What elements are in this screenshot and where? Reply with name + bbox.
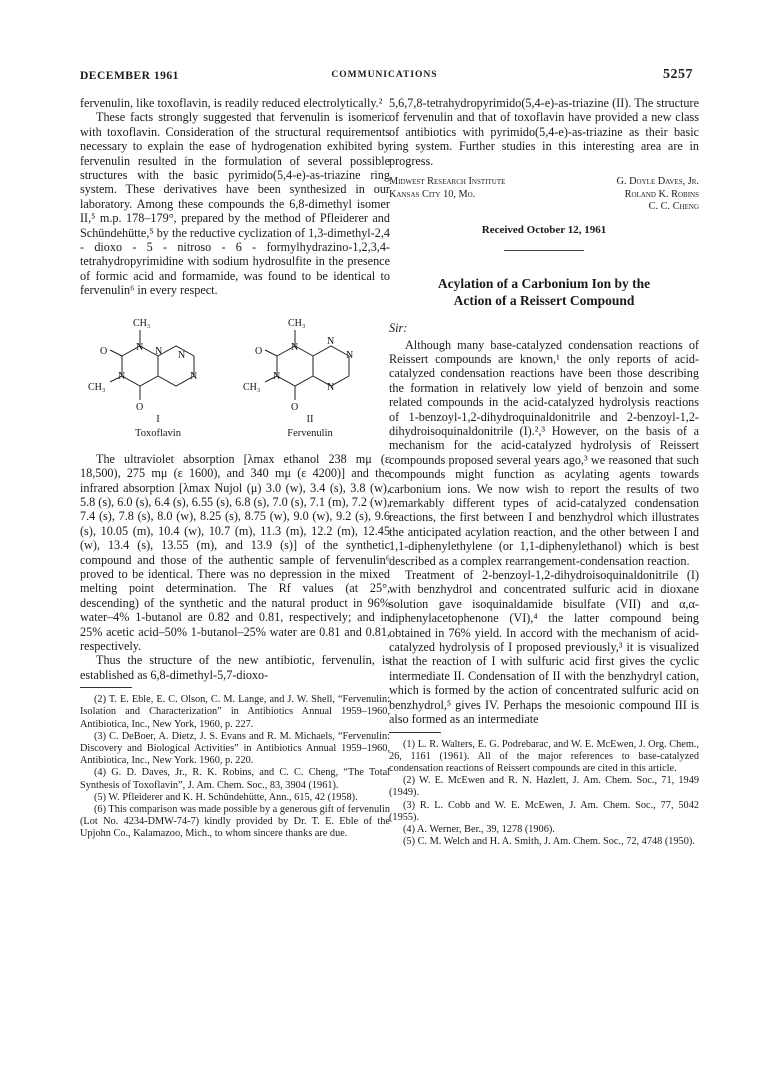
nitrogen-label: N bbox=[291, 341, 299, 353]
footnote: (4) A. Werner, Ber., 39, 1278 (1906). bbox=[403, 823, 555, 835]
paragraph: fervenulin, like toxoflavin, is readily reduced electrolytically.² bbox=[80, 96, 383, 110]
affiliation-line: Midwest Research Institute bbox=[389, 176, 506, 188]
affiliation bbox=[389, 176, 505, 214]
author-name: C. C. Cheng bbox=[648, 201, 699, 213]
author-block bbox=[389, 176, 699, 214]
title-line: Acylation of a Carbonium Ion by the bbox=[437, 275, 651, 291]
footnote: (3) R. L. Cobb and W. E. McEwen, J. Am. Chem. Soc., 77, 5042 (1955). bbox=[389, 799, 699, 823]
author-name: G. Doyle Daves, Jr. bbox=[616, 176, 699, 188]
left-column bbox=[80, 96, 390, 841]
footnote: (5) W. Pfleiderer and K. H. Schündehütte, Ann., 615, 42 (1958). bbox=[94, 791, 358, 803]
nitrogen-label: N bbox=[178, 349, 186, 361]
structure-name: Toxoflavin bbox=[135, 427, 181, 439]
article-title bbox=[389, 275, 699, 309]
footnote: (5) C. M. Welch and H. A. Smith, J. Am. Chem. Soc., 72, 4748 (1950). bbox=[403, 836, 695, 848]
structure-name: Fervenulin bbox=[287, 427, 333, 439]
author-name: Roland K. Robins bbox=[624, 188, 699, 200]
methyl-label: CH₃ bbox=[133, 317, 151, 329]
title-line: Action of a Reissert Compound bbox=[453, 292, 635, 308]
article-divider bbox=[504, 250, 584, 251]
chemical-structures bbox=[80, 304, 390, 444]
footnote: (1) L. R. Walters, E. G. Podrebarac, and W. E. McEwen, J. Org. Chem., 26, 1161 (1961). All of the major references to base-catalyzed condensation reactions of Reissert compounds are cited in this article. bbox=[389, 738, 699, 774]
oxygen-label: O bbox=[100, 345, 108, 357]
oxygen-label: O bbox=[255, 345, 263, 357]
footnote: (6) This comparison was made possible by a generous gift of fervenulin (Lot No. 4234-DMW-74-7) kindly provided by Dr. T. E. Eble of the Upjohn Co., Kalamazoo, Mich., to whom sincere thanks are due. bbox=[80, 804, 390, 840]
footnote-divider bbox=[80, 687, 132, 688]
nitrogen-label: N bbox=[118, 370, 126, 382]
nitrogen-label: N bbox=[136, 341, 144, 353]
footnote: (3) C. DeBoer, A. Dietz, J. S. Evans and R. M. Michaels, “Fervenulin: Discovery and Biological Activities” in Antibiotics Annual 1959–1960, Antibiotica, Inc., New York. 1960, p. 220. bbox=[80, 730, 390, 767]
running-header-section: COMMUNICATIONS bbox=[331, 70, 438, 80]
footnote: (2) T. E. Eble, E. C. Olson, C. M. Lange, and J. W. Shell, “Fervenulin: Isolation and Characterization” in Antibiotics Annual 1959–1960, Antibiotica, Inc., New York, 1960, p. 227. bbox=[80, 694, 390, 730]
paragraph: These facts strongly suggested that fervenulin is isomeric with toxoflavin. Consideration of the structural requirements necessary to explain the ease of hydrogenation exhibited by fervenulin resulted in the formulation of several possible structures with the basic pyrimido(5,4-e)-as-triazine ring system. These derivatives have been synthesized in our laboratory. Among these compounds the 6,8-dimethyl isomer II,⁵ m.p. 178–179°, prepared by the method of Pfleiderer and Schündehütte,⁵ by the reductive cyclization of 1,3-dimethyl-2,4 - dioxo - 5 - nitroso - 6 - formylhydrazino-1,2,3,4-tetrahydropyrimidine with sodium hydrosulfite in the presence of formic acid and formamide, was found to be identical to fervenulin⁶ in every respect. bbox=[80, 110, 390, 298]
running-header-date: DECEMBER 1961 bbox=[80, 70, 179, 82]
footnote-divider bbox=[389, 732, 441, 733]
nitrogen-label: N bbox=[155, 345, 163, 357]
received-date: Received October 12, 1961 bbox=[481, 223, 607, 236]
oxygen-label: O bbox=[136, 401, 144, 413]
nitrogen-label: N bbox=[273, 370, 281, 382]
oxygen-label: O bbox=[291, 401, 299, 413]
authors bbox=[617, 176, 699, 214]
nitrogen-label: N bbox=[327, 335, 335, 347]
methyl-label: CH₃ bbox=[243, 381, 261, 393]
methyl-label: CH₃ bbox=[288, 317, 306, 329]
paragraph: Although many base-catalyzed condensation reactions of Reissert compounds are known,¹ the only reports of acid-catalyzed condensation reactions have been those describing the formation in relatively low yield of benzoin and some related compounds in the acid-catalyzed hydrolysis reactions of 1-benzoyl-1,2-dihydroquinaldonitrile and 2-benzoyl-1,2-dihydroisoquinaldonitrile (I).²,³ However, on the basis of a mechanism for the acid-catalyzed hydrolysis of Reissert compounds proposed several years ago,³ we reasoned that such compounds might function as acylating agents towards carbonium ions. We now wish to report the results of two remarkably different types of acid-catalyzed condensation reactions, the first between I and benzhydrol which illustrates the anticipated acylation reaction, and the other between I and 1,1-diphenylethylene (or 1,1-diphenylethanol) which is best described as a complex rearrangement-condensation reaction. bbox=[389, 337, 699, 568]
nitrogen-label: N bbox=[190, 370, 198, 382]
right-column bbox=[389, 96, 699, 848]
methyl-label: CH₃ bbox=[88, 381, 106, 393]
structure-number: II bbox=[306, 413, 314, 425]
paragraph: The ultraviolet absorption [λmax ethanol 238 mμ (ε 18,500), 275 mμ (ε 1600), and 340 mμ (ε 4200)] and the infrared absorption [λmax Nujol (μ) 3.0 (w), 3.4 (s), 3.8 (w), 5.8 (s), 6.0 (s), 6.4 (s), 6.55 (s), 6.8 (s), 7.0 (s), 7.1 (m), 7.2 (w), 7.4 (s), 7.8 (s), 8.0 (w), 8.25 (s), 8.75 (w), 9.0 (w), 9.2 (s), 9.6 (s), 10.05 (m), 10.4 (w), 10.7 (m), 11.3 (m), 12.2 (m), 12.45 (w), 13.4 (s), 13.55 (m), and 13.9 (s)] of the synthetic compound and those of the authentic sample of fervenulin⁶ proved to be identical. There was no depression in the mixed melting point determination. The Rf values (at 25°, descending) of the synthetic and the natural product in 96% water–4% 1-butanol are 0.82 and 0.81, respectively; and in 25% acetic acid–50% 1-butanol–25% water are 0.81 and 0.81, respectively. bbox=[80, 451, 390, 653]
affiliation-line: Kansas City 10, Mo. bbox=[389, 188, 476, 200]
page-number: 5257 bbox=[663, 67, 693, 82]
paragraph: Treatment of 2-benzoyl-1,2-dihydroisoquinaldonitrile (I) with benzhydrol and concentrated sulfuric acid in dioxane solution gave isoquinaldamide bisulfate (VII) and α,α-diphenylacetophenone (VI),⁴ the latter compound being obtained in 76% yield. In accord with the mechanism of acid-catalyzed hydrolysis of I proposed previously,³ it is visualized that the reaction of I with sulfuric acid first gives the cyclic intermediate II. Condensation of II with the benzhydryl cation, which is formed by the action of concentrated sulfuric acid on benzhydrol,⁵ gives IV. Perhaps the mesoionic compound III is also formed as an intermediate bbox=[389, 568, 699, 727]
nitrogen-label: N bbox=[327, 381, 335, 393]
salutation: Sir: bbox=[389, 320, 408, 335]
paragraph: Thus the structure of the new antibiotic, fervenulin, is established as 6,8-dimethyl-5,7-dioxo- bbox=[80, 653, 390, 682]
structure-number: I bbox=[156, 413, 160, 425]
footnote: (4) G. D. Daves, Jr., R. K. Robins, and C. C. Cheng, “The Total Synthesis of Toxoflavin”, J. Am. Chem. Soc., 83, 3904 (1961). bbox=[80, 767, 390, 791]
nitrogen-label: N bbox=[346, 349, 354, 361]
paragraph: 5,6,7,8-tetrahydropyrimido(5,4-e)-as-triazine (II). The structure of fervenulin and that of toxoflavin have provided a new class of antibiotics with pyrimido(5,4-e)-as-triazine as their basic ring system. Further studies in this interesting area are in progress. bbox=[389, 96, 699, 168]
footnote: (2) W. E. McEwen and R. N. Hazlett, J. Am. Chem. Soc., 71, 1949 (1949). bbox=[389, 775, 699, 799]
